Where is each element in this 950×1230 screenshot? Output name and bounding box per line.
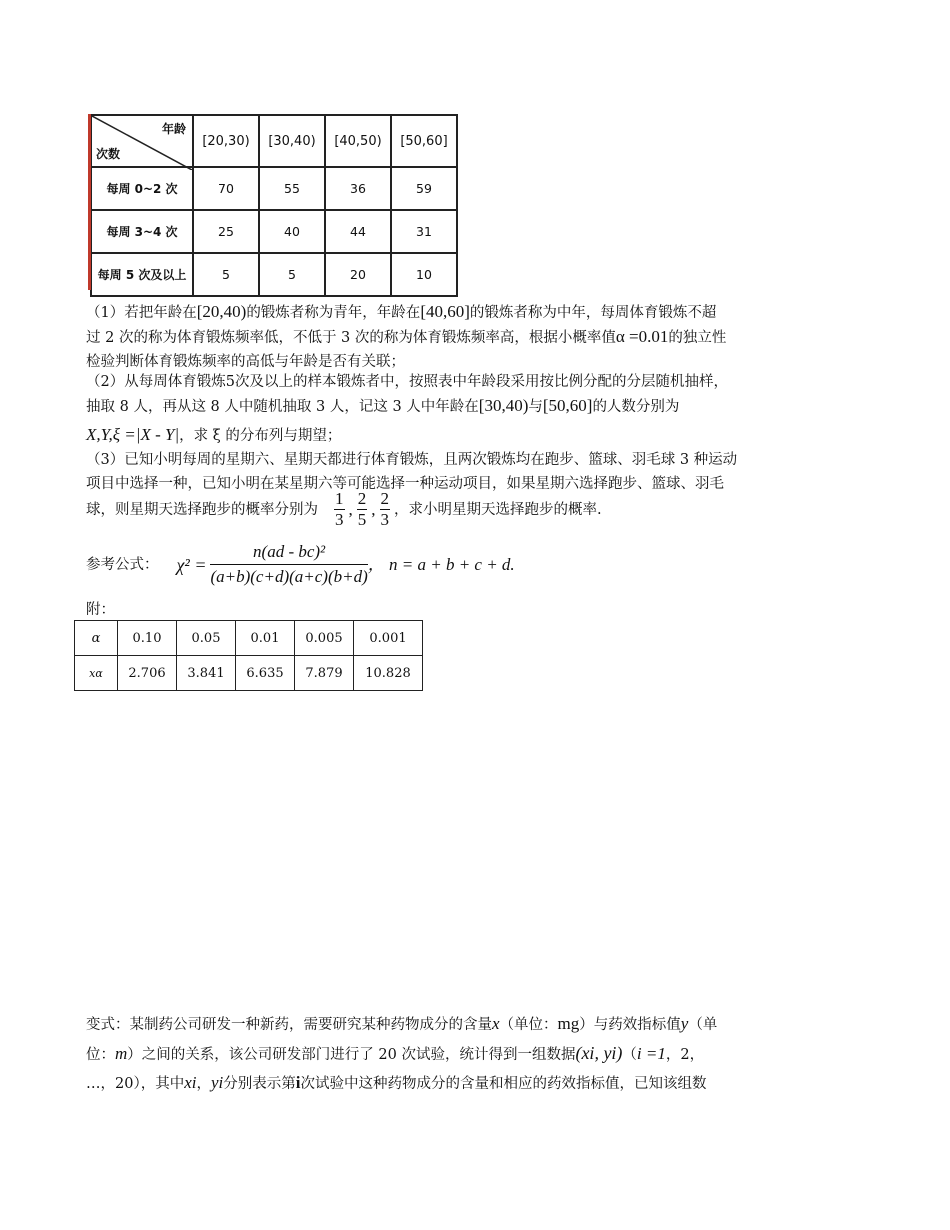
- table-cell: 20: [325, 253, 391, 296]
- formula-label: 参考公式：: [86, 556, 159, 573]
- variant-text: 分别表示第: [223, 1076, 296, 1092]
- q1-text: 过 2 次的称为体育锻炼频率低，不低于 3 次的称为体育锻炼频率高，根据小概率值: [86, 330, 616, 346]
- table-cell: 25: [193, 210, 259, 253]
- table-cell: 5: [259, 253, 325, 296]
- variant-text: （单位：: [499, 1017, 558, 1033]
- table-cell: 55: [259, 167, 325, 210]
- q1-line-1: [86, 300, 726, 325]
- survey-table: [90, 114, 458, 297]
- q3-text: 球，则星期天选择跑步的概率分别为: [86, 501, 318, 518]
- variant-var: y: [680, 1014, 689, 1033]
- q3-line-2: 项目中选择一种，已知小明在某星期六等可能选择一种运动项目，如果星期六选择跑步、篮球、羽毛: [86, 476, 724, 492]
- variant-text: ）之间的关系，该公司研发部门进行了 20 次试验，统计得到一组数据: [127, 1047, 576, 1063]
- q2-math-range: [50,60]: [542, 396, 593, 415]
- q3-line-3: 球，则星期天选择跑步的概率分别为 $\frac{1}{3}$ , $\frac{2}{5}$ , $\frac{2}{3}$ ，求小明星期天选择跑步的概率.: [86, 489, 602, 529]
- variant-unit: m: [115, 1044, 128, 1063]
- age-group-header: [50,60]: [391, 115, 457, 167]
- table-cell: 36: [325, 167, 391, 210]
- variant-text: ，: [196, 1076, 211, 1092]
- variant-var: x: [492, 1014, 500, 1033]
- ref-row-x: [75, 656, 423, 691]
- q1-text: 的独立性: [668, 330, 727, 346]
- question-2: [86, 370, 728, 448]
- corner-age-label: 年龄: [161, 122, 186, 136]
- fraction-denominator: 3: [380, 510, 389, 529]
- table-cell: 6.635: [236, 656, 295, 691]
- table-cell: 0.001: [354, 621, 423, 656]
- question-1: [86, 300, 726, 374]
- fraction-numerator: 2: [357, 489, 367, 508]
- variant-problem: [86, 1010, 717, 1098]
- variant-unit: mg: [557, 1014, 580, 1033]
- variant-text: …，20），其中: [86, 1076, 185, 1092]
- survey-row: [91, 167, 457, 210]
- variant-text: 变式：某制药公司研发一种新药，需要研究某种药物成分的含量: [86, 1017, 492, 1033]
- age-group-header: [30,40): [259, 115, 325, 167]
- q2-text: 抽取 8 人，再从这 8 人中随机抽取 3 人，记这 3 人中年龄在: [86, 399, 479, 415]
- variant-var: yi: [210, 1073, 224, 1092]
- fraction-numerator: 2: [380, 489, 389, 508]
- fraction-denominator: 3: [335, 510, 344, 529]
- corner-count-label: 次数: [96, 147, 121, 161]
- variant-text: （: [622, 1047, 637, 1063]
- row-label: 每周 0~2 次: [91, 167, 193, 210]
- table-cell: 0.05: [177, 621, 236, 656]
- survey-table-wrapper: [88, 114, 458, 297]
- table-cell: 0.005: [295, 621, 354, 656]
- fraction: [357, 489, 368, 530]
- q1-text: 的锻炼者称为青年，年龄在: [246, 305, 421, 321]
- q2-math-xi: X,Y,ξ =|X - Y|: [86, 425, 180, 444]
- q1-math-alpha: α =0.01: [615, 327, 669, 346]
- table-cell: 5: [193, 253, 259, 296]
- reference-formula: [86, 540, 515, 589]
- formula-denominator: (a+b)(c+d)(a+c)(b+d): [210, 567, 368, 586]
- variant-text: ）与药效指标值: [579, 1017, 681, 1033]
- table-cell: 59: [391, 167, 457, 210]
- age-group-header: [40,50): [325, 115, 391, 167]
- variant-line-2: [86, 1039, 717, 1069]
- age-group-header: [20,30): [193, 115, 259, 167]
- q1-text: （1）若把年龄在: [86, 305, 197, 321]
- variant-text: ，2，: [665, 1047, 705, 1063]
- table-cell: 7.879: [295, 656, 354, 691]
- q2-line-2: [86, 394, 728, 419]
- formula-fraction: [210, 540, 367, 589]
- variant-var: xi: [184, 1073, 197, 1092]
- formula-chi-square: χ² =: [176, 554, 207, 575]
- q1-line-3: 检验判断体育锻炼频率的高低与年龄是否有关联；: [86, 354, 405, 370]
- fraction-numerator: 1: [335, 489, 344, 508]
- fraction-denominator: 5: [357, 510, 367, 529]
- survey-row: [91, 253, 457, 296]
- q2-text: 的人数分别为: [592, 399, 680, 415]
- table-cell: 0.10: [118, 621, 177, 656]
- table-cell: 40: [259, 210, 325, 253]
- formula-numerator: n(ad - bc)²: [210, 540, 367, 565]
- ref-row-alpha: [75, 621, 423, 656]
- q2-math-range: [30,40): [478, 396, 529, 415]
- ref-row-head: xα: [75, 656, 118, 691]
- survey-row: [91, 210, 457, 253]
- q3-line-1: （3）已知小明每周的星期六、星期天都进行体育锻炼，且两次锻炼均在跑步、篮球、羽毛球 3 种运动: [86, 452, 738, 468]
- table-cell: 70: [193, 167, 259, 210]
- reference-table: [74, 620, 423, 691]
- variant-line-3: [86, 1069, 717, 1098]
- q1-line-2: [86, 325, 726, 350]
- survey-corner-cell: [91, 115, 193, 167]
- row-label: 每周 3~4 次: [91, 210, 193, 253]
- q2-line-3: [86, 423, 728, 448]
- table-cell: 0.01: [236, 621, 295, 656]
- variant-index: i: [295, 1073, 301, 1092]
- variant-text: （单: [688, 1017, 718, 1033]
- q2-text: ，求 ξ 的分布列与期望；: [179, 428, 342, 444]
- table-cell: 2.706: [118, 656, 177, 691]
- variant-text: 位：: [86, 1047, 115, 1063]
- q1-text: 的锻炼者称为中年，每周体育锻炼不超: [469, 305, 717, 321]
- variant-text: 次试验中这种药物成分的含量和相应的药效指标值，已知该组数: [300, 1076, 707, 1092]
- ref-row-head: α: [75, 621, 118, 656]
- table-cell: 44: [325, 210, 391, 253]
- variant-index: i =1: [636, 1044, 666, 1063]
- table-cell: 10: [391, 253, 457, 296]
- table-cell: 10.828: [354, 656, 423, 691]
- q3-text: ，求小明星期天选择跑步的概率.: [394, 501, 602, 518]
- table-cell: 31: [391, 210, 457, 253]
- fraction: [334, 489, 345, 530]
- q2-text: 与: [528, 399, 543, 415]
- q2-line-1: （2）从每周体育锻炼5次及以上的样本锻炼者中，按照表中年龄段采用按比例分配的分层随机抽样，: [86, 374, 728, 390]
- survey-header-row: [91, 115, 457, 167]
- formula-n-definition: ， n = a + b + c + d.: [367, 554, 515, 574]
- q1-math-range: [40,60]: [420, 302, 470, 321]
- q1-math-range: [20,40): [196, 302, 247, 321]
- row-label: 每周 5 次及以上: [91, 253, 193, 296]
- variant-pair: (xi, yi): [575, 1043, 623, 1063]
- table-cell: 3.841: [177, 656, 236, 691]
- fraction: [380, 489, 391, 530]
- appendix-label: 附：: [86, 602, 115, 618]
- variant-line-1: [86, 1010, 717, 1039]
